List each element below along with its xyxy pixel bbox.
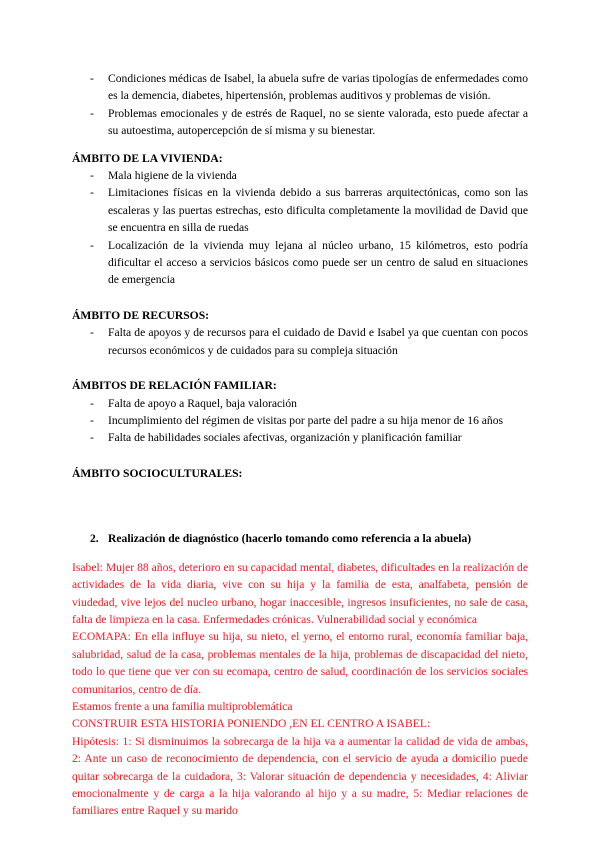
section-number: 2. <box>90 531 99 545</box>
heading-recursos: ÁMBITO DE RECURSOS: <box>72 308 210 322</box>
list-item-text: Mala higiene de la vivienda <box>108 169 237 183</box>
list-item-text: Falta de apoyos y de recursos para el cuidado de David e Isabel ya que cuentan con pocos recursos económicos y de cuidados para su compleja situación <box>108 326 528 357</box>
list-item <box>72 429 528 446</box>
dash-bullet: - <box>90 396 94 410</box>
list-item-text: Limitaciones físicas en la vivienda debido a sus barreras arquitectónicas, como son las escaleras y las puertas estrechas, esto dificulta completamente la movilidad de David que se encuentra en silla de ruedas <box>108 186 528 235</box>
list-item-text: Falta de habilidades sociales afectivas, organización y planificación familiar <box>108 431 462 445</box>
list-item <box>72 237 528 289</box>
list-item <box>72 184 528 236</box>
section-title: Realización de diagnóstico (hacerlo tomando como referencia a la abuela) <box>108 531 472 545</box>
section-2-heading <box>72 530 528 547</box>
list-item-text: Incumplimiento del régimen de visitas por parte del padre a su hija menor de 16 años <box>108 413 504 427</box>
list-item <box>72 412 528 429</box>
list-item <box>72 167 528 184</box>
conditions-list <box>72 70 528 140</box>
multiproblem-note: Estamos frente a una familia multiproblemática <box>72 699 293 713</box>
list-item-text: Falta de apoyo a Raquel, baja valoración <box>108 396 297 410</box>
heading-vivienda: ÁMBITO DE LA VIVIENDA: <box>72 151 223 165</box>
dash-bullet: - <box>90 431 94 445</box>
ecomapa-paragraph: ECOMAPA: En ella influye su hija, su nieto, el yerno, el entorno rural, economía familiar baja, salubridad, salud de la casa, problemas mentales de la hija, problemas de discapacidad del nieto, todo lo que tiene que ver con su ecomapa, centro de salud, coordinación de los servicios sociales comunitarios, centro de día. <box>72 630 528 696</box>
dash-bullet: - <box>90 169 94 183</box>
list-item <box>72 395 528 412</box>
list-item <box>72 105 528 140</box>
dash-bullet: - <box>90 106 94 120</box>
dash-bullet: - <box>90 238 94 252</box>
dash-bullet: - <box>90 413 94 427</box>
list-item-text: Condiciones médicas de Isabel, la abuela sufre de varias tipologías de enfermedades como es la demencia, diabetes, hipertensión, problemas auditivos y problemas de visión. <box>108 72 528 103</box>
dash-bullet: - <box>90 326 94 340</box>
list-item-text: Localización de la vivienda muy lejana al núcleo urbano, 15 kilómetros, esto podría dificultar el acceso a servicios básicos como puede ser un centro de salud en situaciones de emergencia <box>108 238 528 287</box>
list-item <box>72 324 528 359</box>
recursos-list <box>72 324 528 359</box>
heading-familiar: ÁMBITOS DE RELACIÓN FAMILIAR: <box>72 379 277 393</box>
list-item-text: Problemas emocionales y de estrés de Raquel, no se siente valorada, esto puede afectar a su autoestima, autopercepción de sí misma y su bienestar. <box>108 106 528 138</box>
list-item <box>72 70 528 105</box>
isabel-description: Isabel: Mujer 88 años, deterioro en su capacidad mental, diabetes, dificultades en la realización de actividades de la vida diaria, vive con su hija y la familia de esta, analfabeta, pensión de viudedad, vive lejos del nucleo urbano, hogar inaccesible, ingresos insuficientes, no sale de casa, falta de limpieza en la casa. Enfermedades crónicas. Vulnerabilidad social y económica <box>72 560 528 626</box>
familiar-list <box>72 395 528 447</box>
vivienda-list <box>72 167 528 289</box>
construct-history-note: CONSTRUIR ESTA HISTORIA PONIENDO ,EN EL CENTRO A ISABEL: <box>72 717 431 731</box>
heading-socioculturales: ÁMBITO SOCIOCULTURALES: <box>72 466 243 480</box>
hypotheses-paragraph: Hipótesis: 1: Si disminuimos la sobrecarga de la hija va a aumentar la calidad de vida de ambas, 2: Ante un caso de reconocimiento de dependencia, con el servicio de ayuda a domicilio puede quitar sobrecarga de la cuidadora, 3: Valorar situación de dependencia y necesidades, 4: Aliviar emocionalmente y de carga a la hija valorando al hijo y a su madre, 5: Mediar relaciones de familiares entre Raquel y su marido <box>72 734 528 818</box>
document-content <box>72 70 528 820</box>
dash-bullet: - <box>90 186 94 200</box>
dash-bullet: - <box>90 72 94 85</box>
